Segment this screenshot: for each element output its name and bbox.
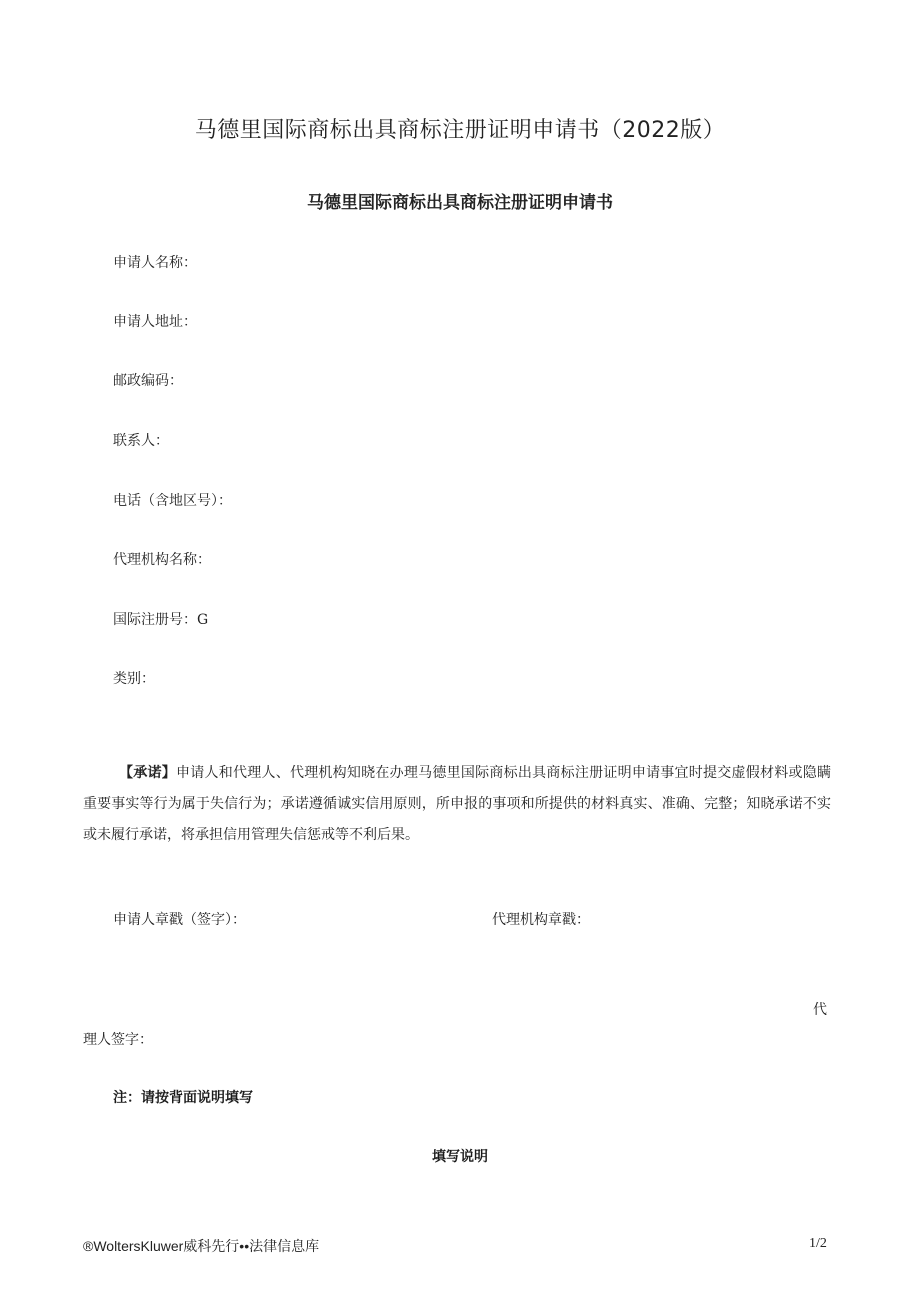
field-phone: 电话（含地区号）： [113,493,232,509]
document-title: 马德里国际商标出具商标注册证明申请书（2022版） [194,118,726,143]
field-applicant-address: 申请人地址： [113,314,197,330]
field-postal-code: 邮政编码： [113,373,183,389]
field-agency-name: 代理机构名称： [113,552,211,568]
agency-seal-label: 代理机构章戳： [492,912,590,928]
form-title: 马德里国际商标出具商标注册证明申请书 [307,193,613,213]
promise-paragraph [83,758,831,851]
fill-note: 注：请按背面说明填写 [113,1090,253,1106]
instructions-heading: 填写说明 [432,1149,488,1165]
field-contact-person: 联系人： [113,433,169,449]
agent-signature-label-part1: 代 [813,1002,827,1018]
page-number: 1/2 [809,1236,827,1251]
field-international-registration-number: 国际注册号：G [113,612,209,628]
footer-brand: ®WoltersKluwer威科先行••法律信息库 [83,1238,320,1254]
field-applicant-name: 申请人名称： [113,255,197,271]
promise-text: 申请人和代理人、代理机构知晓在办理马德里国际商标出具商标注册证明申请事宜时提交虚假材料或隐瞒重要事实等行为属于失信行为；承诺遵循诚实信用原则，所申报的事项和所提供的材料真实、准确、完整；知晓承诺不实或未履行承诺，将承担信用管理失信惩戒等不利后果。 [83,765,832,843]
promise-lead: 【承诺】 [119,765,176,781]
agent-signature-label-part2: 理人签字： [83,1032,153,1048]
applicant-seal-label: 申请人章戳（签字）： [113,912,246,928]
field-class: 类别： [113,671,155,687]
